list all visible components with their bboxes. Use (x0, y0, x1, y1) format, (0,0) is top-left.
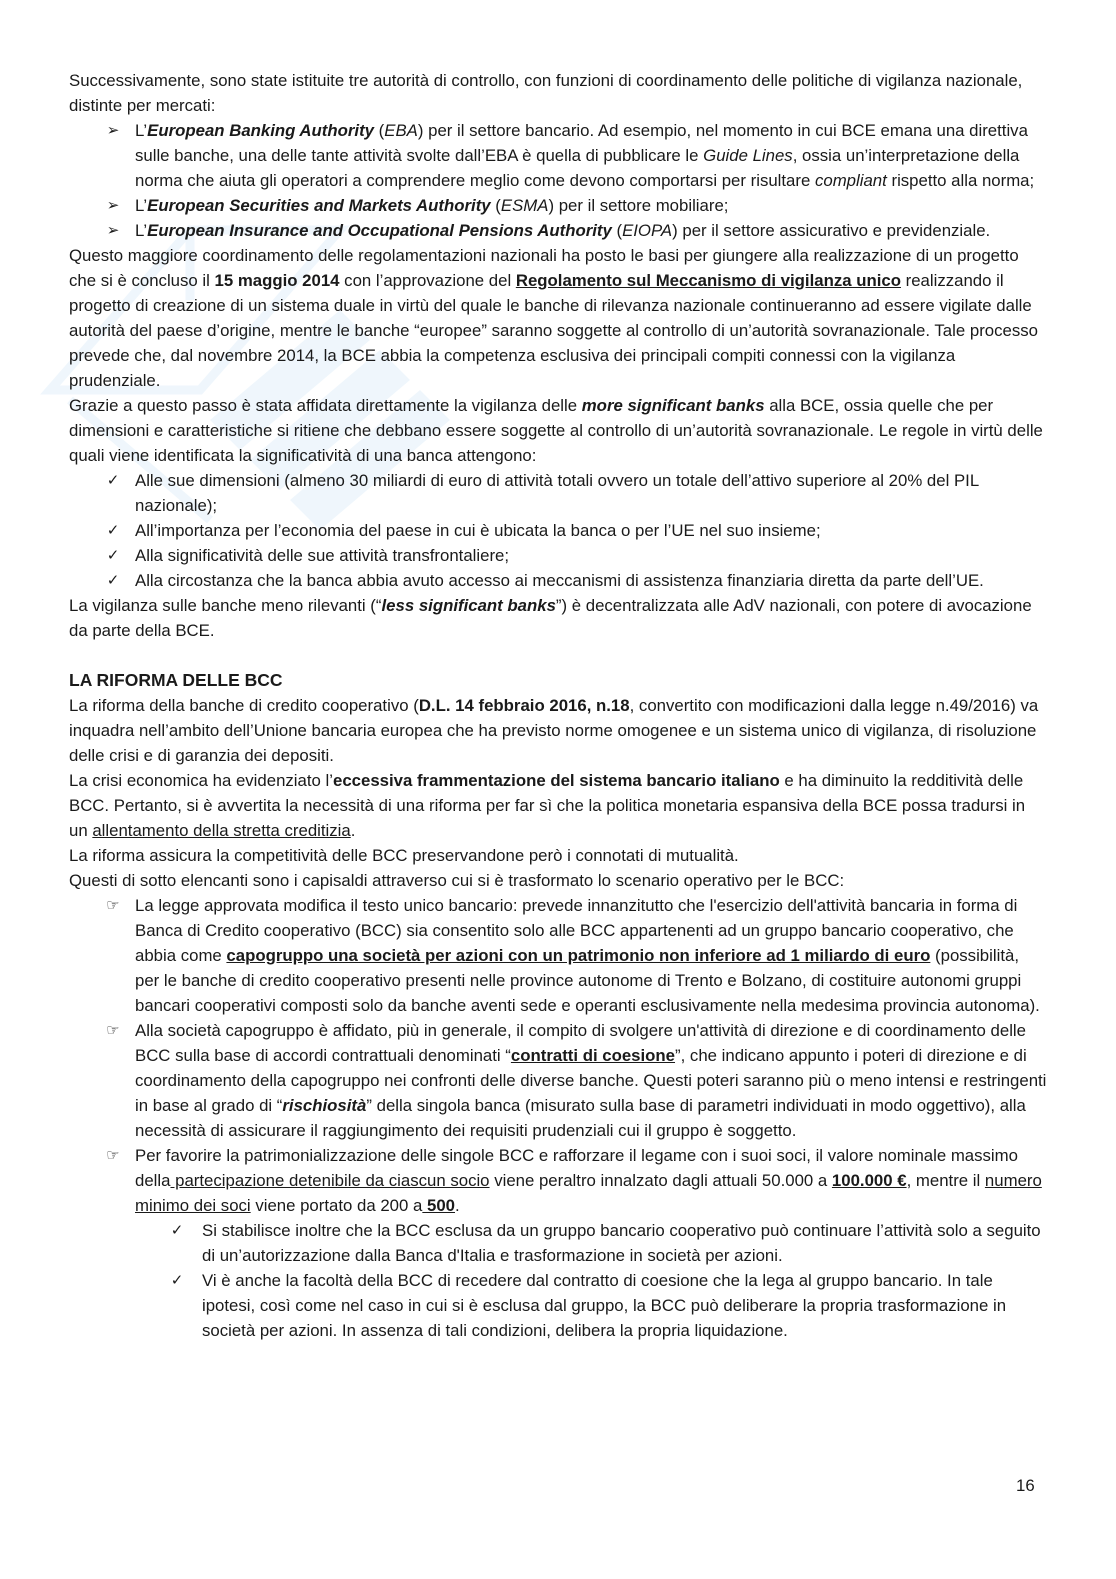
authorities-list (69, 118, 1047, 243)
list-item: ✓ Alle sue dimensioni (almeno 30 miliardi di euro di attività totali ovvero un totale dell’attivo superiore al 20% del PIL nazionale); (69, 468, 1047, 518)
list-item: ✓ Alla significatività delle sue attività transfrontaliere; (69, 543, 1047, 568)
criteria-list (69, 468, 1047, 593)
reform-paragraph-2: La crisi economica ha evidenziato l’eccessiva frammentazione del sistema bancario italiano e ha diminuito la redditività delle BCC. Pertanto, si è avvertita la necessità di una riforma per far sì che la politica monetaria espansiva della BCE possa tradursi in un allentamento della stretta creditizia. (69, 771, 1026, 840)
pointing-hand-icon: ☞ (106, 1022, 120, 1039)
section-heading: LA RIFORMA DELLE BCC (69, 670, 283, 690)
list-item: ➢ L’European Banking Authority (EBA) per il settore bancario. Ad esempio, nel momento in cui BCE emana una direttiva sulle banche, una delle tante attività svolte dall’EBA è quella di pubblicare le Guide Lines, ossia un’interpretazione della norma che aiuta gli operatori a comprendere meglio come devono comportarsi per risultare compliant rispetto alla norma; (69, 118, 1047, 193)
list-item: ➢ L’European Insurance and Occupational Pensions Authority (EIOPA) per il settore assicurativo e previdenziale. (69, 218, 1047, 243)
sub-points-list (69, 1218, 1047, 1343)
pointing-hand-icon: ☞ (106, 897, 120, 914)
checkmark-icon: ✓ (106, 572, 120, 589)
less-significant-paragraph: La vigilanza sulle banche meno rilevanti (“less significant banks”) è decentralizzata alle AdV nazionali, con potere di avocazione da parte della BCE. (69, 596, 1032, 640)
page-number: 16 (1016, 1476, 1035, 1495)
list-item: ☞ Alla società capogruppo è affidato, più in generale, il compito di svolgere un'attività di direzione e di coordinamento delle BCC sulla base di accordi contrattuali denominati “contratti di coesione”, che indicano appunto i poteri di direzione e di coordinamento della capogruppo nei confronti delle diverse banche. Questi poteri saranno più o meno intensi e restringenti in base al grado di “rischiosità” della singola banca (misurato sulla base di parametri individuati in modo oggettivo), alla necessità di assicurare il raggiungimento dei requisiti prudenziali cui il gruppo è soggetto. (69, 1018, 1047, 1143)
reform-points-list (69, 893, 1047, 1218)
list-item: ☞ Per favorire la patrimonializzazione delle singole BCC e rafforzare il legame con i suoi soci, il valore nominale massimo della partecipazione detenibile da ciascun socio viene peraltro innalzato dagli attuali 50.000 a 100.000 €, mentre il numero minimo dei soci viene portato da 200 a 500. (69, 1143, 1047, 1218)
arrow-bullet-icon: ➢ (106, 122, 120, 139)
checkmark-icon: ✓ (106, 522, 120, 539)
list-item: ✓ Si stabilisce inoltre che la BCC esclusa da un gruppo bancario cooperativo può continuare l’attività solo a seguito di un’autorizzazione dalla Banca d'Italia e trasformazione in società per azioni. (69, 1218, 1047, 1268)
arrow-bullet-icon: ➢ (106, 197, 120, 214)
reform-paragraph-3: La riforma assicura la competitività delle BCC preservandone però i connotati di mutualità. (69, 846, 739, 865)
intro-paragraph: Successivamente, sono state istituite tre autorità di controllo, con funzioni di coordinamento delle politiche di vigilanza nazionale, distinte per mercati: (69, 71, 1023, 115)
page-content (69, 68, 1047, 1343)
significant-banks-paragraph: Grazie a questo passo è stata affidata direttamente la vigilanza delle more significant banks alla BCE, ossia quelle che per dimensioni e caratteristiche si ritiene che debbano essere soggette al controllo di un’autorità sovranazionale. Le regole in virtù delle quali viene identificata la significatività di una banca attengono: (69, 396, 1043, 465)
reform-paragraph-4: Questi di sotto elencanti sono i capisaldi attraverso cui si è trasformato lo scenario operativo per le BCC: (69, 871, 845, 890)
reform-paragraph-1: La riforma della banche di credito cooperativo (D.L. 14 febbraio 2016, n.18, convertito con modificazioni dalla legge n.49/2016) va inquadra nell’ambito dell’Unione bancaria europea che ha previsto norme omogenee e un sistema unico di vigilanza, di risoluzione delle crisi e di garanzia dei depositi. (69, 696, 1039, 765)
list-item: ✓ All’importanza per l’economia del paese in cui è ubicata la banca o per l’UE nel suo insieme; (69, 518, 1047, 543)
arrow-bullet-icon: ➢ (106, 222, 120, 239)
list-item: ✓ Vi è anche la facoltà della BCC di recedere dal contratto di coesione che la lega al gruppo bancario. In tale ipotesi, così come nel caso in cui si è esclusa dal gruppo, la BCC può deliberare la propria trasformazione in società per azioni. In assenza di tali condizioni, delibera la propria liquidazione. (69, 1268, 1047, 1343)
ssm-paragraph: Questo maggiore coordinamento delle regolamentazioni nazionali ha posto le basi per giungere alla realizzazione di un progetto che si è concluso il 15 maggio 2014 con l’approvazione del Regolamento sul Meccanismo di vigilanza unico realizzando il progetto di creazione di un sistema duale in virtù del quale le banche di rilevanza nazionale continueranno ad essere vigilate dalle autorità del paese d’origine, mentre le banche “europee” saranno soggette al controllo di un’autorità sovranazionale. Tale processo prevede che, dal novembre 2014, la BCE abbia la competenza esclusiva dei principali compiti connessi con la vigilanza prudenziale. (69, 246, 1038, 390)
pointing-hand-icon: ☞ (106, 1147, 120, 1164)
list-item: ➢ L’European Securities and Markets Authority (ESMA) per il settore mobiliare; (69, 193, 1047, 218)
checkmark-icon: ✓ (170, 1222, 184, 1239)
checkmark-icon: ✓ (106, 472, 120, 489)
list-item: ☞ La legge approvata modifica il testo unico bancario: prevede innanzitutto che l'esercizio dell'attività bancaria in forma di Banca di Credito cooperativo (BCC) sia consentito solo alle BCC appartenenti ad un gruppo bancario cooperativo, che abbia come capogruppo una società per azioni con un patrimonio non inferiore ad 1 miliardo di euro (possibilità, per le banche di credito cooperativo presenti nelle province autonome di Trento e Bolzano, di costituire autonomi gruppi bancari cooperativi composti solo da banche aventi sede e operanti esclusivamente nella medesima provincia autonoma). (69, 893, 1047, 1018)
checkmark-icon: ✓ (106, 547, 120, 564)
spacer (69, 643, 1047, 668)
list-item: ✓ Alla circostanza che la banca abbia avuto accesso ai meccanismi di assistenza finanziaria diretta da parte dell’UE. (69, 568, 1047, 593)
checkmark-icon: ✓ (170, 1272, 184, 1289)
